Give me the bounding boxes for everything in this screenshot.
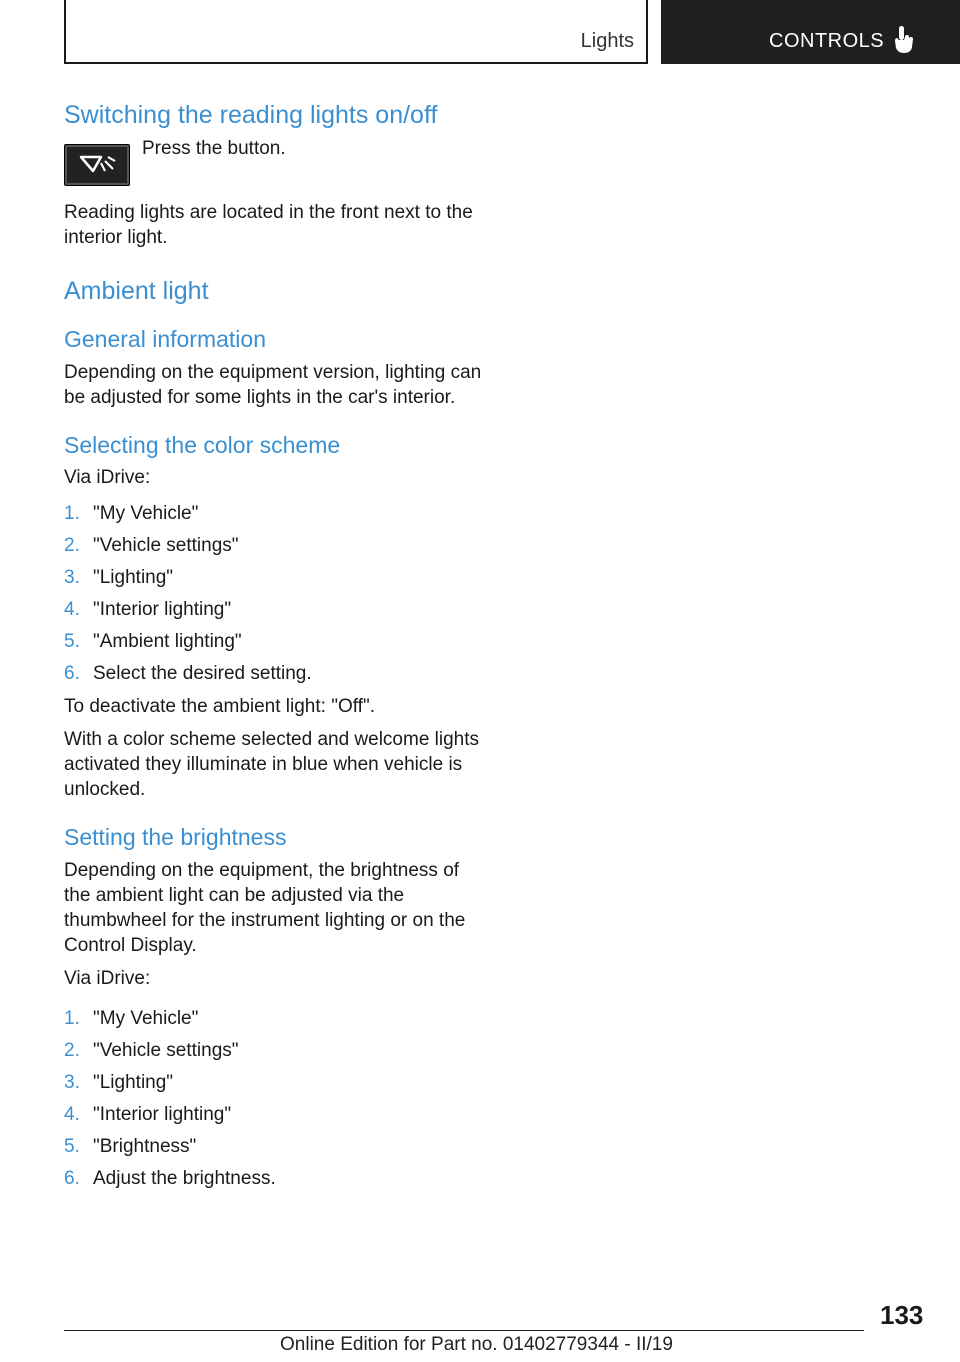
footer-edition: Online Edition for Part no. 01402779344 - II/19 (280, 1334, 673, 1355)
header-section-title: Lights (580, 30, 634, 52)
reading-light-icon (64, 144, 130, 186)
list-item: 1. "My Vehicle" (64, 1007, 199, 1029)
page-content (64, 100, 484, 1195)
hand-pointer-icon (893, 26, 915, 54)
list-item: 3. "Lighting" (64, 567, 174, 589)
welcome-lights-paragraph: With a color scheme selected and welcome lights activated they illuminate in blue when vehicle is unlocked. (64, 729, 480, 801)
brightness-heading: Setting the brightness (64, 824, 287, 851)
list-item: 2. "Vehicle settings" (64, 1039, 239, 1061)
page-number: 133 (880, 1300, 924, 1330)
list-item: 5. "Ambient lighting" (64, 631, 242, 653)
ambient-light-heading: Ambient light (64, 277, 209, 305)
list-item: 4. "Interior lighting" (64, 1103, 232, 1125)
list-item: 3. "Lighting" (64, 1071, 174, 1093)
header-chapter-box (661, 0, 960, 64)
general-information-heading: General information (64, 326, 266, 352)
list-item: 6. Adjust the brightness. (64, 1167, 276, 1189)
header-section-box (64, 0, 648, 64)
color-scheme-via: Via iDrive: (64, 467, 151, 489)
list-item: 2. "Vehicle settings" (64, 535, 239, 557)
footer-divider (64, 1330, 864, 1331)
reading-light-button-row (64, 138, 484, 186)
list-item: 1. "My Vehicle" (64, 503, 199, 525)
brightness-paragraph: Depending on the equipment, the brightness of the ambient light can be adjusted via the thumbwheel for the instrument lighting or on the Control Display. (64, 859, 466, 956)
brightness-via: Via iDrive: (64, 967, 151, 989)
list-item: 5. "Brightness" (64, 1135, 197, 1157)
list-item: 4. "Interior lighting" (64, 599, 232, 621)
color-scheme-steps (64, 498, 484, 690)
color-scheme-heading: Selecting the color scheme (64, 431, 341, 458)
reading-lights-heading: Switching the reading lights on/off (64, 101, 438, 129)
list-item: 6. Select the desired setting. (64, 663, 312, 685)
reading-lights-paragraph: Reading lights are located in the front next to the interior light. (64, 202, 473, 248)
header-chapter-title: CONTROLS (769, 30, 885, 52)
deactivate-paragraph: To deactivate the ambient light: "Off". (64, 696, 375, 718)
press-button-text: Press the button. (142, 138, 286, 159)
general-information-paragraph: Depending on the equipment version, lighting can be adjusted for some lights in the car's interior. (64, 361, 482, 408)
brightness-steps (64, 1003, 484, 1195)
